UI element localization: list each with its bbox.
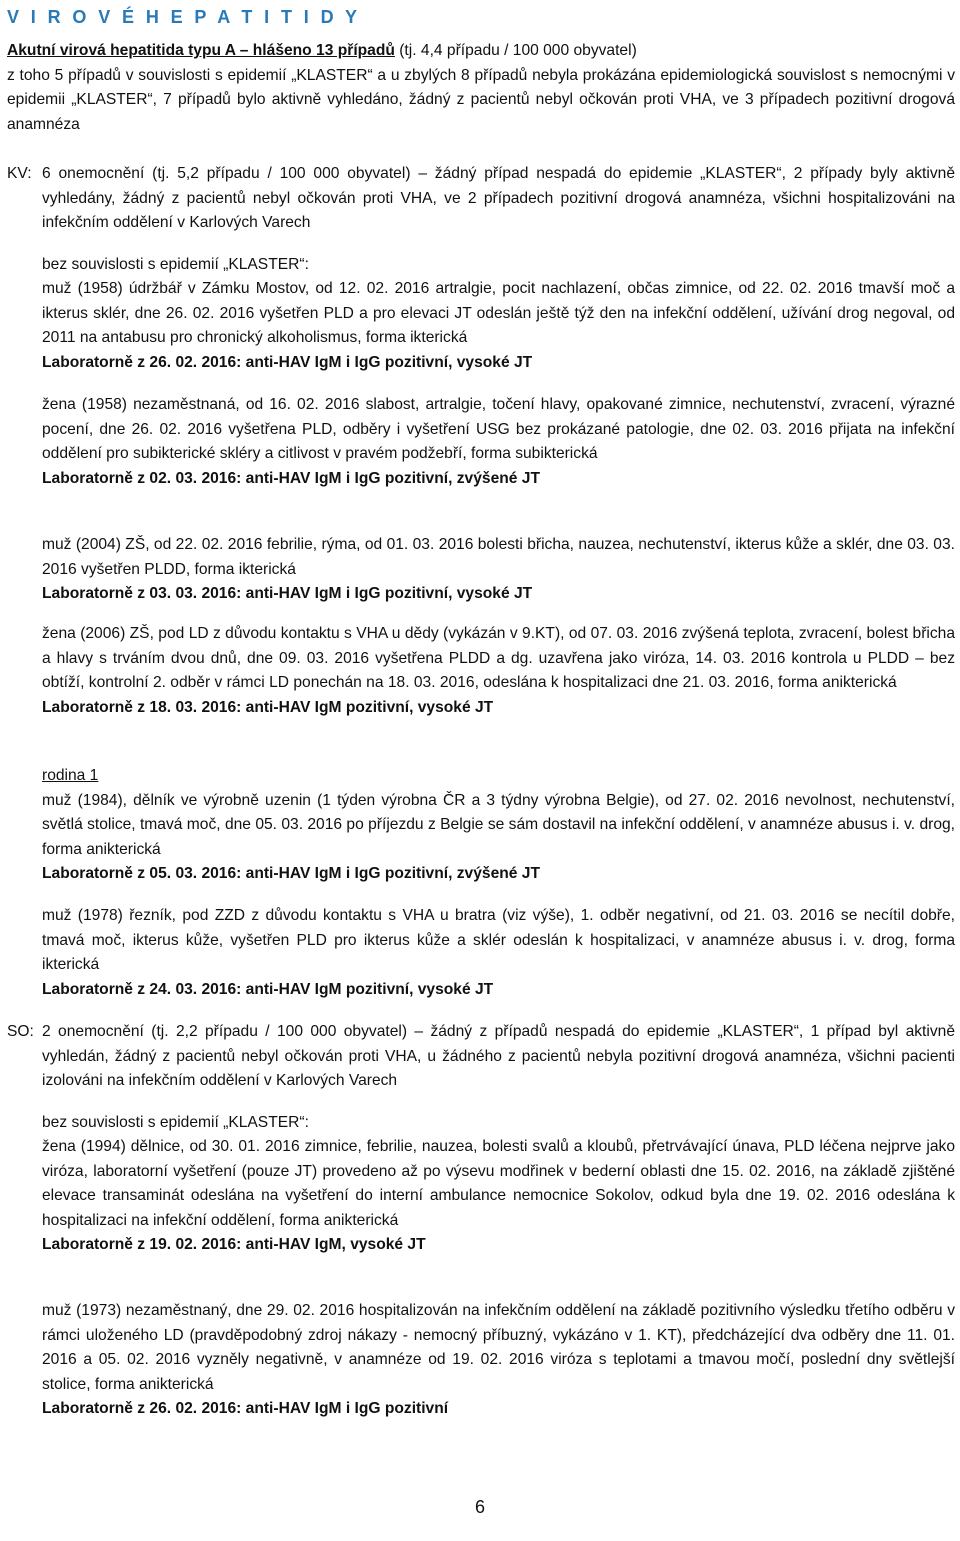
intro-text: z toho 5 případů v souvislosti s epidemií „KLASTER“ a u zbylých 8 případů nebyla prokázána epidemiologická souvislost s nemocnými v epidemii „KLASTER“, 7 případů bylo aktivně vyhledáno, žádný z pacientů nebyl očkován proti VHA, ve 3 případech pozitivní drogová anamnéza	[7, 66, 955, 133]
kv-case-2	[42, 393, 955, 491]
page-number: 6	[474, 1497, 485, 1517]
kv-family-1	[42, 764, 955, 887]
lab-result: Laboratorně z 19. 02. 2016: anti-HAV IgM, vysoké JT	[42, 1236, 426, 1253]
kv-case-3	[42, 533, 955, 607]
lab-result: Laboratorně z 05. 03. 2016: anti-HAV IgM i IgG pozitivní, zvýšené JT	[42, 865, 540, 882]
so-summary: 2 onemocnění (tj. 2,2 případu / 100 000 obyvatel) – žádný z případů nespadá do epidemie „KLASTER“, 1 případ byl aktivně vyhledán, žádný z pacientů nebyl očkován proti VHA, u žádného z pacientů nebyla pozitivní drogová anamnéza, všichni pacienti izolováni na infekčním oddělení v Karlových Varech	[42, 1023, 955, 1089]
kv-region-label: KV:	[7, 165, 32, 182]
kv-case-1	[42, 277, 955, 375]
so-case-2	[42, 1299, 955, 1422]
so-region-label: SO:	[7, 1023, 34, 1040]
intro-heading: Akutní virová hepatitida typu A – hlášeno 13 případů	[7, 42, 395, 59]
case-text: žena (1994) dělnice, od 30. 01. 2016 zimnice, febrilie, nauzea, bolesti svalů a kloubů, přetrvávající únava, PLD léčena nejprve jako viróza, laboratorní vyšetření (pouze JT) provedeno až po výsevu modřinek v bederní oblasti dne 15. 02. 2016, na základě zjištěné elevace transaminát odeslána na vyšetření do interní ambulance nemocnice Sokolov, odkud byla dne 19. 02. 2016 odeslána k hospitalizaci na infekční oddělení, forma anikterická	[42, 1138, 955, 1229]
intro-heading-rest: (tj. 4,4 případu / 100 000 obyvatel)	[394, 42, 637, 59]
case-text: žena (1958) nezaměstnaná, od 16. 02. 2016 slabost, artralgie, točení hlavy, opakované zimnice, nechutenství, zvracení, výrazné pocení, dne 26. 02. 2016 vyšetřena PLD, odběry i vyšetření USG bez prokázané patologie, dne 02. 03. 2016 přijata na infekční oddělení pro subikterické skléry a citlivost v pravém podžebří, forma subikterická	[42, 396, 955, 462]
so-no-link-label: bez souvislosti s epidemií „KLASTER“:	[42, 1114, 309, 1131]
lab-result: Laboratorně z 26. 02. 2016: anti-HAV IgM i IgG pozitivní	[42, 1400, 449, 1417]
lab-result: Laboratorně z 24. 03. 2016: anti-HAV IgM pozitivní, vysoké JT	[42, 980, 494, 998]
family-label: rodina 1	[42, 767, 99, 784]
so-case-1	[42, 1135, 955, 1258]
case-text: žena (2006) ZŠ, pod LD z důvodu kontaktu s VHA u dědy (vykázán v 9.KT), od 07. 03. 2016 zvýšená teplota, zvracení, bolest břicha a hlavy s trváním dvou dnů, dne 09. 03. 2016 vyšetřena PLDD a dg. uzavřena jako viróza, 14. 03. 2016 kontrola u PLDD – bez obtíží, kontrolní 2. odběr v rámci LD ponechán na 18. 03. 2016, odeslána k hospitalizaci dne 21. 03. 2016, forma anikterická	[42, 625, 955, 691]
lab-result: Laboratorně z 18. 03. 2016: anti-HAV IgM pozitivní, vysoké JT	[42, 698, 494, 716]
kv-case-4	[42, 622, 955, 720]
case-text: muž (1958) údržbář v Zámku Mostov, od 12. 02. 2016 artralgie, pocit nachlazení, občas zimnice, od 22. 02. 2016 tmavší moč a ikterus sklér, dne 26. 02. 2016 vyšetřen PLD a pro elevaci JT odeslán ještě týž den na infekční oddělení, užívání drog negoval, od 2011 na antabusu pro chronický alkoholismus, forma ikterická	[42, 280, 955, 346]
lab-result: Laboratorně z 03. 03. 2016: anti-HAV IgM i IgG pozitivní, vysoké JT	[42, 585, 533, 602]
lab-result: Laboratorně z 26. 02. 2016: anti-HAV IgM i IgG pozitivní, vysoké JT	[42, 353, 533, 371]
lab-result: Laboratorně z 02. 03. 2016: anti-HAV IgM i IgG pozitivní, zvýšené JT	[42, 469, 540, 487]
case-text: muž (2004) ZŠ, od 22. 02. 2016 febrilie, rýma, od 01. 03. 2016 bolesti břicha, nauzea, nechutenství, ikterus kůže a sklér, dne 03. 03. 2016 vyšetřen PLDD, forma ikterická	[42, 536, 955, 578]
kv-no-link-label: bez souvislosti s epidemií „KLASTER“:	[42, 256, 309, 273]
case-text: muž (1984), dělník ve výrobně uzenin (1 týden výrobna ČR a 3 týdny výrobna Belgie), od 27. 02. 2016 nevolnost, nechutenství, světlá stolice, tmavá moč, dne 05. 03. 2016 po příjezdu z Belgie se sám dostavil na infekční oddělení, v anamnéze abusus i. v. drog, forma anikterická	[42, 791, 955, 858]
section-title: V I R O V É H E P A T I T I D Y	[7, 7, 361, 27]
kv-summary: 6 onemocnění (tj. 5,2 případu / 100 000 obyvatel) – žádný případ nespadá do epidemie „KLASTER“, 2 případy byly aktivně vyhledány, žádný z pacientů nebyl očkován proti VHA, ve 2 případech pozitivní drogová anamnéza, všichni hospitalizováni na infekčním oddělení v Karlových Varech	[42, 165, 955, 231]
kv-case-6	[42, 904, 955, 1002]
case-text: muž (1973) nezaměstnaný, dne 29. 02. 2016 hospitalizován na infekčním oddělení na základě pozitivního výsledku třetího odběru v rámci uloženého LD (pravděpodobný zdroj nákazy - nemocný příbuzný, vykázáno v 1. KT), předcházející dva odběry dne 11. 01. 2016 a 05. 02. 2016 vyzněly negativně, v anamnéze od 19. 02. 2016 viróza s teplotami a tmavou močí, poslední dny světlejší stolice, forma anikterická	[42, 1302, 955, 1393]
case-text: muž (1978) řezník, pod ZZD z důvodu kontaktu s VHA u bratra (viz výše), 1. odběr negativní, od 21. 03. 2016 se necítil dobře, tmavá moč, ikterus kůže, vyšetřen PLD pro ikterus kůže a sklér odeslán k hospitalizaci, v anamnéze abusus i. v. drog, forma ikterická	[42, 907, 955, 973]
intro-paragraph	[7, 39, 955, 137]
